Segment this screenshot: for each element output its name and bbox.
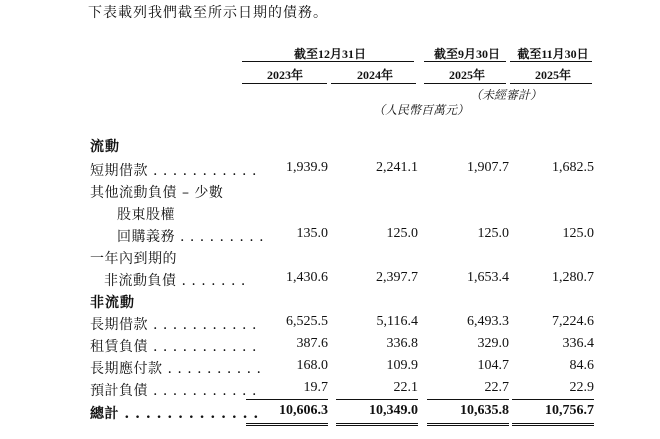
cell: 5,116.4 — [376, 314, 418, 329]
header-dec31: 截至12月31日 — [293, 47, 366, 61]
cell: 22.7 — [484, 380, 509, 395]
row-label: 非流動負債 . . . . . . . — [104, 273, 246, 289]
total-cell: 10,606.3 — [279, 403, 328, 418]
unit-note: （人民幣百萬元） — [373, 103, 470, 117]
year-2025-sep: 2025年 — [448, 68, 485, 82]
year-rule-2024 — [331, 83, 416, 84]
row-label: 長期應付款 . . . . . . . . . . — [90, 361, 262, 377]
cell: 168.0 — [296, 358, 328, 373]
unaudited-note: （未經審計） — [470, 88, 543, 102]
total-cell: 10,635.8 — [460, 403, 509, 418]
cell: 84.6 — [569, 358, 594, 373]
row-label: 租賃負債 . . . . . . . . . . . — [90, 339, 257, 355]
row-label: 短期借款 . . . . . . . . . . . — [90, 163, 257, 179]
header-rule-dec31 — [242, 61, 414, 62]
cell: 2,397.7 — [376, 270, 418, 285]
total-cell: 10,349.0 — [369, 403, 418, 418]
total-rule-2024 — [336, 423, 418, 426]
row-label: 其他流動負債 – 少數 — [90, 185, 224, 201]
header-sep30: 截至9月30日 — [433, 47, 500, 61]
cell: 1,280.7 — [552, 270, 594, 285]
cell: 336.4 — [562, 336, 594, 351]
cell: 336.8 — [386, 336, 418, 351]
cell: 125.0 — [477, 226, 509, 241]
cell: 1,430.6 — [286, 270, 328, 285]
cell: 135.0 — [296, 226, 328, 241]
total-label: 總計 . . . . . . . . . . . . . — [90, 406, 259, 422]
subtotal-rule-2024 — [336, 399, 418, 400]
cell: 387.6 — [296, 336, 328, 351]
cell: 125.0 — [386, 226, 418, 241]
year-rule-2025-nov — [510, 83, 592, 84]
row-label: 股東股權 — [117, 207, 175, 223]
cell: 104.7 — [477, 358, 509, 373]
row-label: 預計負債 . . . . . . . . . . . — [90, 383, 257, 399]
row-label: 一年內到期的 — [90, 251, 177, 267]
section-current: 流動 — [90, 139, 120, 155]
cell: 109.9 — [386, 358, 418, 373]
header-nov30: 截至11月30日 — [517, 47, 589, 61]
subtotal-rule-2025-nov — [512, 399, 594, 400]
cell: 22.1 — [393, 380, 418, 395]
total-rule-2023 — [246, 423, 328, 426]
row-label: 長期借款 . . . . . . . . . . . — [90, 317, 257, 333]
year-2024: 2024年 — [356, 68, 393, 82]
section-noncurrent: 非流動 — [90, 295, 135, 311]
year-2025-nov: 2025年 — [534, 68, 571, 82]
cell: 19.7 — [303, 380, 328, 395]
cell: 6,525.5 — [286, 314, 328, 329]
header-rule-sep30 — [424, 61, 506, 62]
cell: 329.0 — [477, 336, 509, 351]
row-label: 回購義務 . . . . . . . . . — [117, 229, 265, 245]
cell: 22.9 — [569, 380, 594, 395]
year-2023: 2023年 — [266, 68, 303, 82]
intro-text: 下表載列我們截至所示日期的債務。 — [88, 5, 328, 21]
total-cell: 10,756.7 — [545, 403, 594, 418]
subtotal-rule-2023 — [246, 399, 328, 400]
cell: 1,907.7 — [467, 160, 509, 175]
subtotal-rule-2025-sep — [427, 399, 509, 400]
cell: 1,682.5 — [552, 160, 594, 175]
cell: 7,224.6 — [552, 314, 594, 329]
cell: 1,653.4 — [467, 270, 509, 285]
cell: 125.0 — [562, 226, 594, 241]
year-rule-2023 — [242, 83, 327, 84]
cell: 1,939.9 — [286, 160, 328, 175]
total-rule-2025-sep — [427, 423, 509, 426]
header-rule-nov30 — [510, 61, 592, 62]
year-rule-2025-sep — [424, 83, 506, 84]
total-rule-2025-nov — [512, 423, 594, 426]
cell: 2,241.1 — [376, 160, 418, 175]
cell: 6,493.3 — [467, 314, 509, 329]
